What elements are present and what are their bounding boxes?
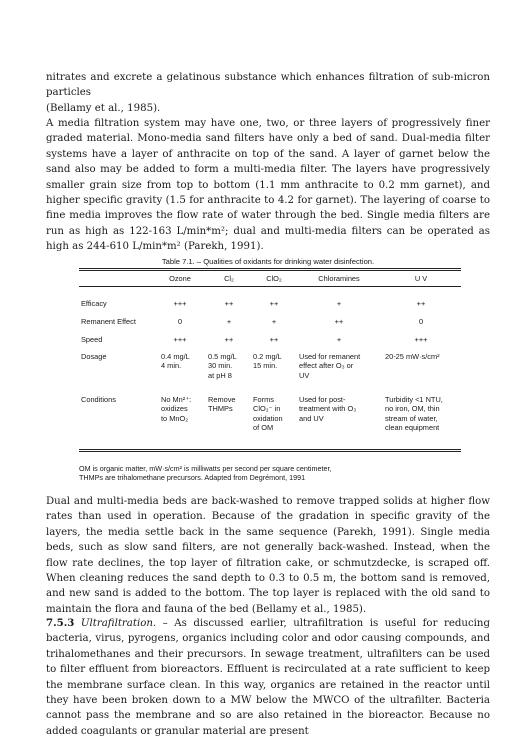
paragraph-media-filtration: A media filtration system may have one, two, or three layers of progressively finer graded material. Mono-media sand filters have only a bed of sand. Dual-media filter systems have a layer of anthracite on top of the sand. A layer of garnet below the sand also may be added to form a multi-media filter. The layers have progressively smaller grain size from top to bottom (1.1 mm anthracite to 0.2 mm garnet), and higher specific gravity (1.5 for anthracite to 4.2 for garnet). The layering of coarse to fine media improves the flow rate of water through the bed. Single media filters are run as high as 122-163 L/min*m²; dual and multi-media filters can be operated as high as 244-610 L/min*m² (Parekh, 1991). bbox=[46, 118, 490, 253]
table-cell: 20-25 mW·s/cm² bbox=[385, 352, 440, 361]
row-label-conditions: Conditions bbox=[81, 395, 116, 404]
table-cell: + bbox=[226, 317, 232, 326]
table-cell: Turbidity <1 NTU, no iron, OM, thin stream of water, clean equipment bbox=[385, 395, 443, 433]
row-label-speed: Speed bbox=[81, 335, 103, 344]
table-cell: +++ bbox=[414, 335, 428, 344]
header-ozone: Ozone bbox=[169, 274, 191, 283]
table-cell: 0.2 mg/L 15 min. bbox=[253, 352, 282, 371]
section-number: 7.5.3 bbox=[46, 617, 75, 629]
table-cell: ++ bbox=[269, 335, 279, 344]
header-cl2: Cl₂ bbox=[224, 274, 234, 283]
table-cell: ++ bbox=[334, 317, 344, 326]
paragraph-backwash: Dual and multi-media beds are back-washed to remove trapped solids at higher flow rates than used in operation. Because of the gradation in specific gravity of the layers, the media settle back in the same sequence (Parekh, 1991). Single media beds, such as slow sand filters, are not generally back-washed. Instead, when the flow rate declines, the top layer of filtration cake, or schmutzdecke, is scraped off. When cleaning reduces the sand depth to 0.3 to 0.5 m, the bottom sand is removed, and new sand is added to the bottom. The top layer is replaced with the old sand to maintain the flora and fauna of the bed (Bellamy et al., 1985). bbox=[46, 496, 490, 615]
table-cell: 0 bbox=[418, 317, 424, 326]
table-cell: +++ bbox=[173, 299, 187, 308]
table-footnote: OM is organic matter, mW·s/cm² is milliwatts per second per square centimeter, THMPs are trihalomethane precursors. Adapted from Degrémont, 1991 bbox=[79, 464, 332, 483]
header-clo2: ClO₂ bbox=[266, 274, 282, 283]
table-cell: ++ bbox=[416, 299, 426, 308]
table-top-rule-2 bbox=[79, 270, 461, 271]
table-cell: + bbox=[336, 335, 342, 344]
table-caption: Table 7.1. – Qualities of oxidants for drinking water disinfection. bbox=[161, 257, 375, 266]
table-cell: + bbox=[336, 299, 342, 308]
table-cell: Remove THMPs bbox=[208, 395, 236, 414]
table-cell: No Mn²⁺: oxidizes to MnO₂ bbox=[161, 395, 192, 423]
row-label-dosage: Dosage bbox=[81, 352, 107, 361]
header-chloramines: Chloramines bbox=[318, 274, 360, 283]
table-cell: Used for remanent effect after O₃ or UV bbox=[299, 352, 361, 380]
table-bottom-rule-2 bbox=[79, 451, 461, 452]
table-cell: Used for post- treatment with O₃ and UV bbox=[299, 395, 357, 423]
header-uv: U V bbox=[414, 274, 428, 283]
table-cell: ++ bbox=[224, 299, 234, 308]
section-title: Ultrafiltration. bbox=[80, 618, 157, 629]
table-bottom-rule bbox=[79, 449, 461, 450]
table-cell: ++ bbox=[269, 299, 279, 308]
section-body: – As discussed earlier, ultrafiltration is useful for reducing bacteria, virus, pyrogens, organics including color and odor causing compounds, and trihalomethanes and their precursors. In sewage treatment, ultrafilters can be used to filter effluent from bioreactors. Effluent is recirculated at a rate sufficient to keep the membrane surface clean. In this way, organics are retained in the reactor until they have been broken down to a MW below the MWCO of the ultrafilter. Bacteria cannot pass the membrane and so are also retained in the bioreactor. Because no added coagulants or granular material are present bbox=[46, 618, 490, 737]
paragraph-ultrafiltration bbox=[46, 616, 490, 739]
row-label-efficacy: Efficacy bbox=[81, 299, 107, 308]
table-cell: ++ bbox=[224, 335, 234, 344]
table-cell: + bbox=[271, 317, 277, 326]
table-cell: +++ bbox=[173, 335, 187, 344]
table-top-rule bbox=[79, 268, 461, 269]
table-header-rule bbox=[79, 286, 461, 287]
table-cell: Forms ClO₂⁻ in oxidation of OM bbox=[253, 395, 283, 433]
table-cell: 0 bbox=[177, 317, 183, 326]
table-cell: 0.5 mg/L 30 min. at pH 8 bbox=[208, 352, 237, 380]
table-cell: 0.4 mg/L 4 min. bbox=[161, 352, 190, 371]
paragraph-continuation: nitrates and excrete a gelatinous substance which enhances filtration of sub-micron particles (Bellamy et al., 1985). bbox=[46, 72, 490, 114]
row-label-remanent-effect: Remanent Effect bbox=[81, 317, 136, 326]
